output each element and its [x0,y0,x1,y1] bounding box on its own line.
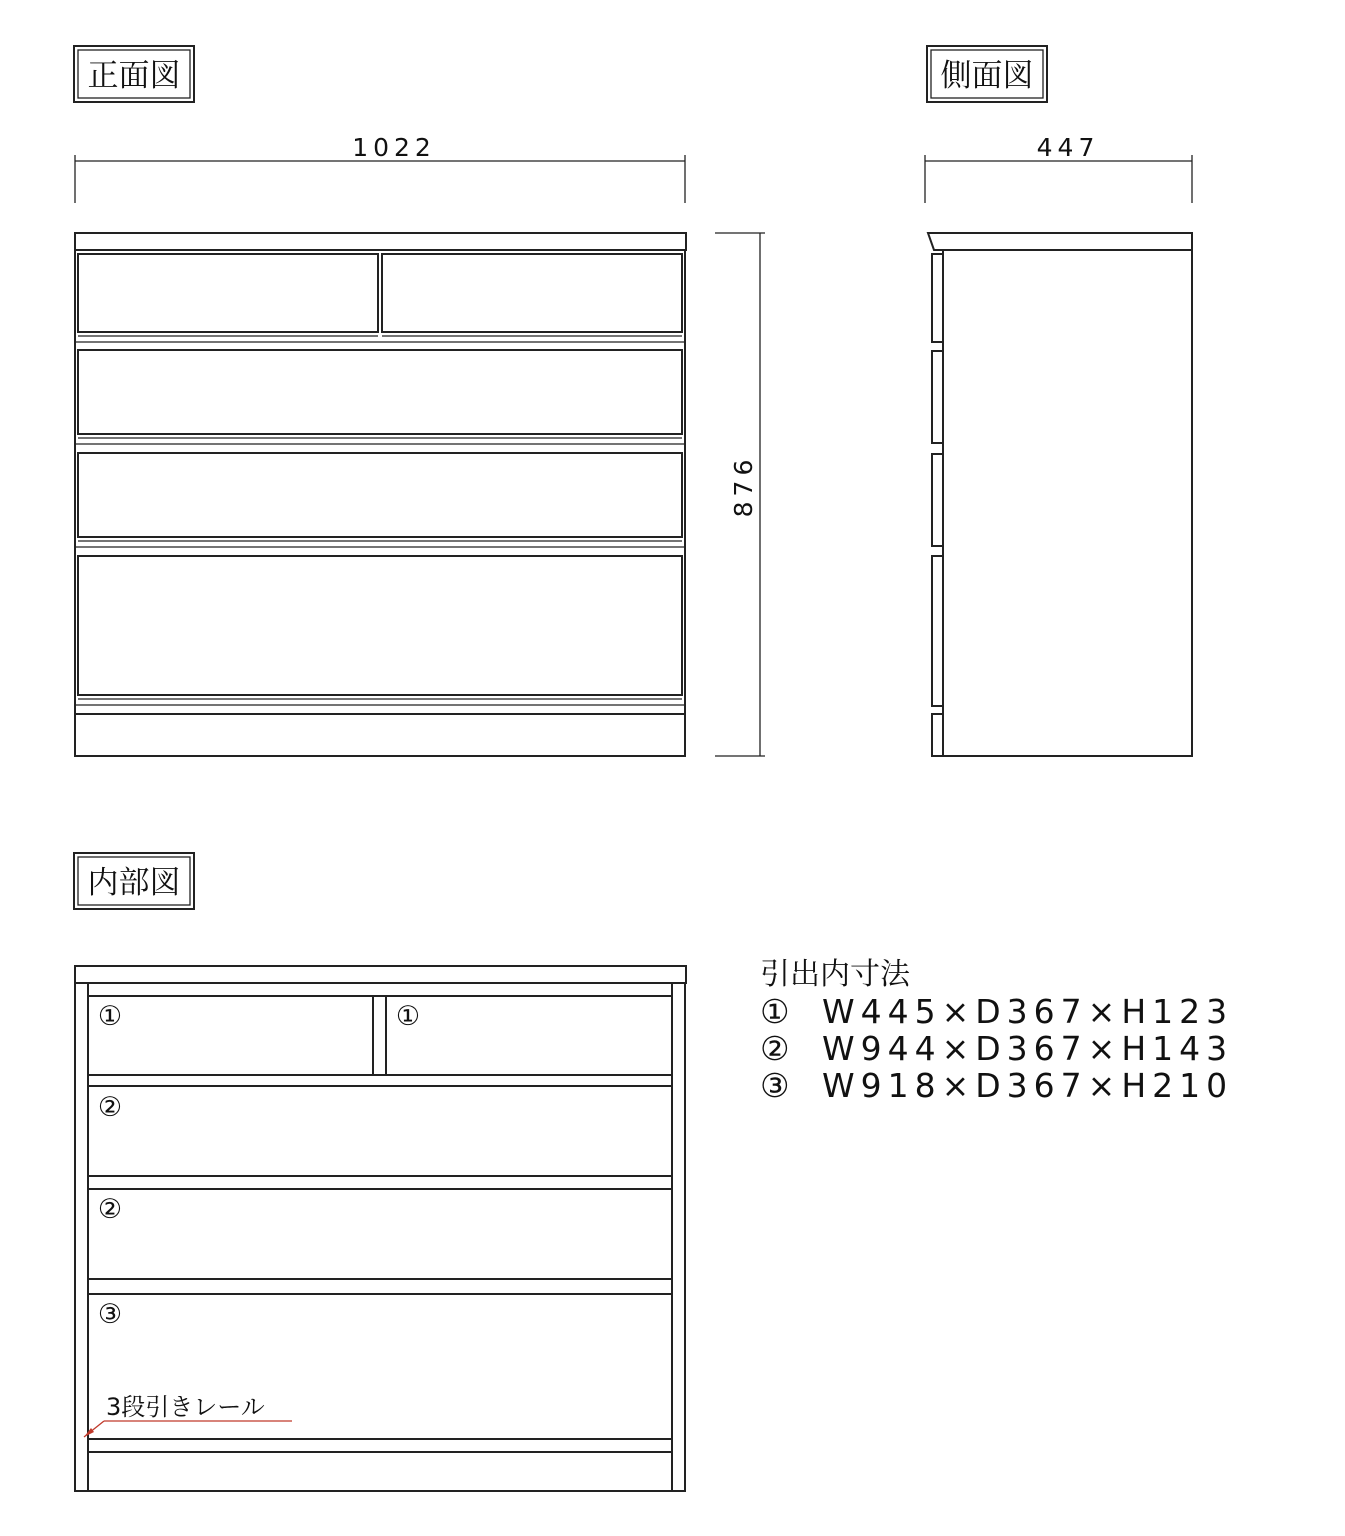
interior-marker-drawer-1-left: ① [97,1001,123,1032]
spec-marker-2: ② [760,1029,796,1068]
interior-view [74,853,686,1491]
height-dimension [715,233,765,756]
side-drawer-front-4 [932,556,943,706]
side-view-title-text: 側面図 [940,58,1034,94]
side-cabinet [928,233,1192,756]
spec-value-1: W445×D367×H123 [822,992,1234,1031]
cabinet-body [75,250,685,756]
height-dimension-label: 876 [729,454,758,518]
drawer-middle-2 [78,453,682,537]
spec-heading: 引出内寸法 [760,957,910,992]
front-view-title [74,46,194,102]
width-dimension [75,133,685,203]
drawer-small-left [78,254,378,332]
interior-view-title-text: 内部図 [87,865,181,901]
side-plinth [932,714,943,756]
front-cabinet [75,233,686,756]
interior-marker-drawer-3: ③ [97,1299,123,1330]
spec-value-2: W944×D367×H143 [822,1029,1234,1068]
spec-marker-1: ① [760,992,796,1031]
drawer-bottom [78,556,682,695]
interior-view-title [74,853,194,909]
interior-marker-drawer-2-upper: ② [97,1092,123,1123]
side-top-board [928,233,1192,250]
drawer-spec-list [760,957,1233,1105]
width-dimension-label: 1022 [352,133,436,162]
top-board [75,233,686,250]
side-drawer-front-3 [932,454,943,546]
side-view-title [927,46,1047,102]
side-drawer-front-2 [932,351,943,443]
rail-note: 3段引きレール [106,1393,265,1421]
depth-dimension [925,133,1192,203]
side-view [925,46,1192,756]
interior-top-board [75,966,686,983]
front-view [74,46,765,756]
drawer-small-right [382,254,682,332]
side-panel [943,250,1192,756]
spec-value-3: W918×D367×H210 [822,1066,1234,1105]
side-drawer-front-1 [932,254,943,342]
interior-marker-drawer-1-right: ① [395,1001,421,1032]
interior-marker-drawer-2-lower: ② [97,1194,123,1225]
depth-dimension-label: 447 [1036,133,1100,162]
drawer-middle-1 [78,350,682,434]
rail-note-leader [84,1421,292,1437]
spec-marker-3: ③ [760,1066,796,1105]
front-view-title-text: 正面図 [87,58,181,94]
